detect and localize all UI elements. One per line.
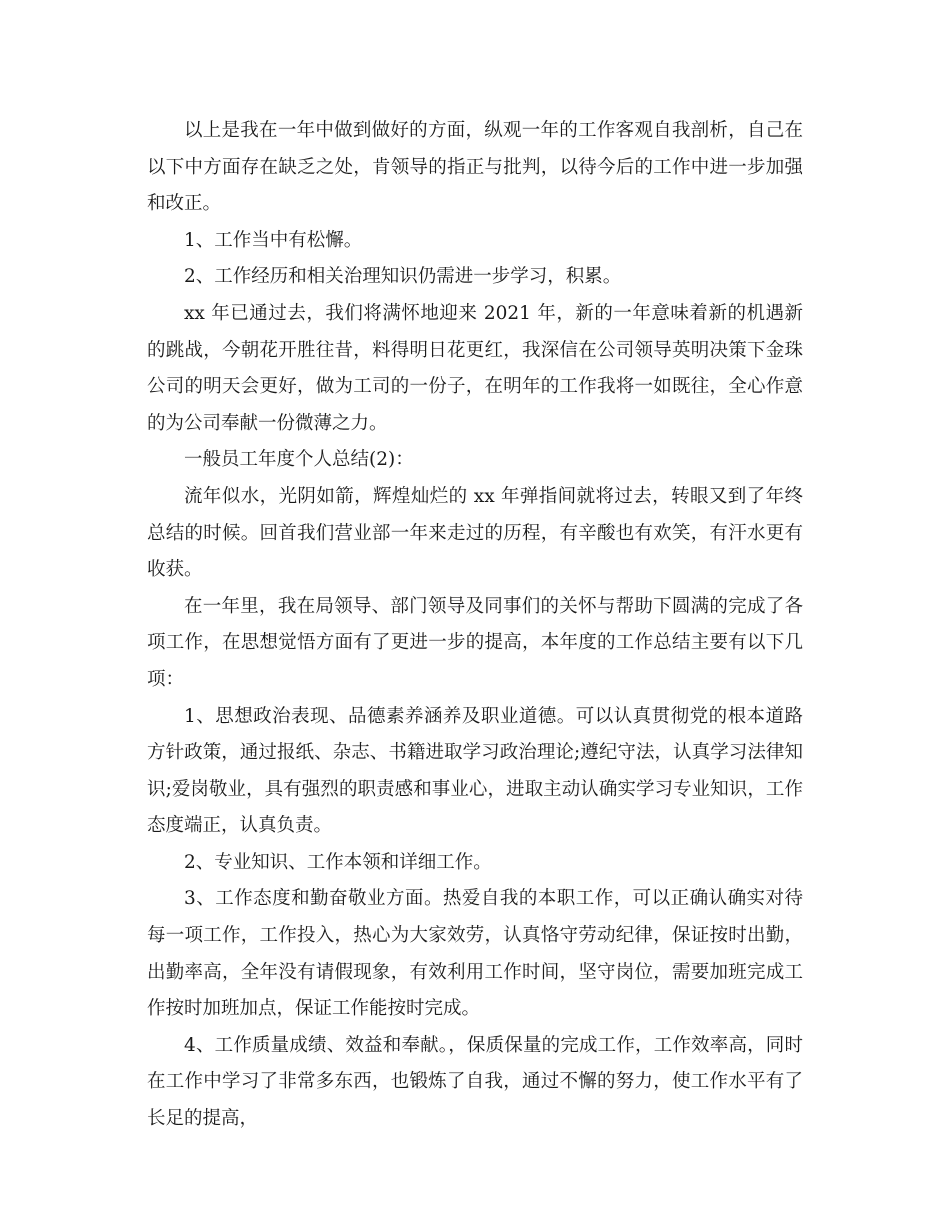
paragraph-shortcoming-1: 1、工作当中有松懈。 xyxy=(184,229,363,251)
paragraph-self-analysis: 以上是我在一年中做到做好的方面，纵观一年的工作客观自我剖析，自己在以下中方面存在缺乏之处，肯领导的指正与批判，以待今后的工作中进一步加强和改正。 xyxy=(147,120,803,215)
section-heading-summary-2: 一般员工年度个人总结(2)： xyxy=(184,449,414,471)
paragraph-item-4-quality: 4、工作质量成绩、效益和奉献。，保质保量的完成工作，工作效率高，同时在工作中学习了非常多东西，也锻炼了自我，通过不懈的努力，使工作水平有了长足的提高， xyxy=(147,1034,803,1130)
document-body xyxy=(147,113,803,1138)
paragraph-year-review: 流年似水，光阴如箭，辉煌灿烂的 xx 年弹指间就将过去，转眼又到了年终总结的时候。回首我们营业部一年来走过的历程，有辛酸也有欢笑，有汗水更有收获。 xyxy=(147,485,803,581)
paragraph-item-1-ethics: 1、思想政治表现、品德素养涵养及职业道德。可以认真贯彻党的根本道路方针政策，通过报纸、杂志、书籍进取学习政治理论;遵纪守法，认真学习法律知识;爱岗敬业，具有强烈的职责感和事业心，进取主动认确实学习专业知识，工作态度端正，认真负责。 xyxy=(147,705,803,837)
paragraph-item-2-skills: 2、专业知识、工作本领和详细工作。 xyxy=(184,851,492,873)
paragraph-item-3-attitude: 3、工作态度和勤奋敬业方面。热爱自我的本职工作，可以正确认确实对待每一项工作，工作投入，热心为大家效劳，认真恪守劳动纪律，保证按时出勤，出勤率高，全年没有请假现象，有效利用工作时间，坚守岗位，需要加班完成工作按时加班加点，保证工作能按时完成。 xyxy=(147,888,803,1020)
paragraph-shortcoming-2: 2、工作经历和相关治理知识仍需进一步学习，积累。 xyxy=(184,266,622,288)
paragraph-work-overview: 在一年里，我在局领导、部门领导及同事们的关怀与帮助下圆满的完成了各项工作，在思想觉悟方面有了更进一步的提高，本年度的工作总结主要有以下几项： xyxy=(147,595,803,690)
paragraph-new-year-outlook: xx 年已通过去，我们将满怀地迎来 2021 年，新的一年意味着新的机遇新的跳战，今朝花开胜往昔，料得明日花更红，我深信在公司领导英明决策下金珠公司的明天会更好，做为工司的一份子，在明年的工作我将一如既往，全心作意的为公司奉献一份微薄之力。 xyxy=(147,302,803,434)
